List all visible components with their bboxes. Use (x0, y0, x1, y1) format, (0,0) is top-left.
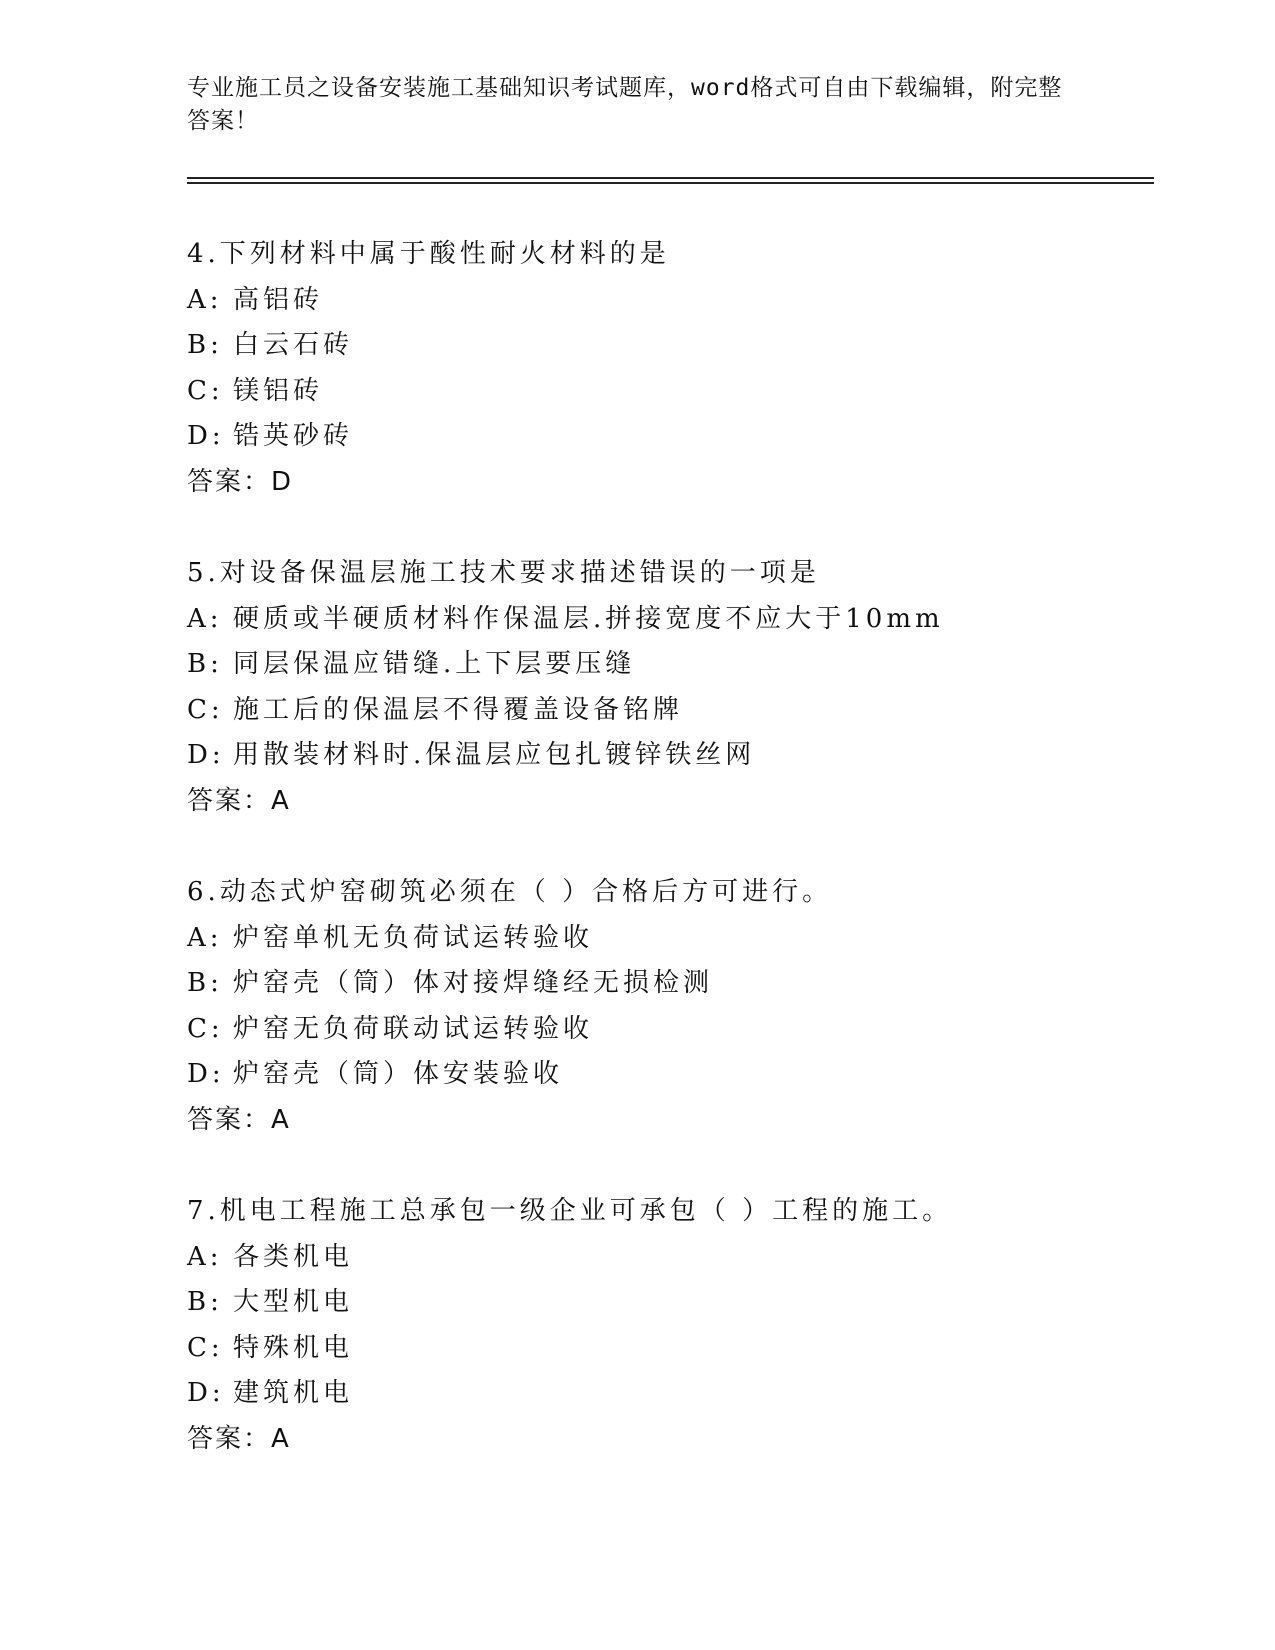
option-text: 高铝砖 (233, 284, 324, 315)
option-text: 镁铝砖 (233, 375, 324, 406)
option-c (187, 688, 1147, 734)
option-d (187, 1052, 1147, 1098)
option-letter: C: (187, 1332, 224, 1363)
option-text: 炉窑壳（筒）体安装验收 (233, 1059, 564, 1089)
option-text: 白云石砖 (233, 330, 354, 360)
option-d (187, 733, 1147, 779)
option-b (187, 642, 1147, 688)
option-a (187, 278, 1147, 324)
question-5 (187, 551, 1147, 870)
option-letter: D: (187, 1059, 225, 1089)
question-stem: 5.对设备保温层施工技术要求描述错误的一项是 (187, 558, 820, 588)
option-c (187, 1326, 1147, 1372)
option-letter: A: (187, 1241, 223, 1272)
option-text: 建筑机电 (233, 1378, 354, 1408)
option-c (187, 1007, 1147, 1053)
question-stem: 7.机电工程施工总承包一级企业可承包（ ）工程的施工。 (187, 1196, 953, 1226)
option-text: 锆英砂砖 (233, 421, 354, 451)
option-letter: B: (187, 330, 223, 360)
option-b (187, 961, 1147, 1007)
question-4 (187, 232, 1147, 551)
option-text: 各类机电 (233, 1241, 354, 1272)
answer-line: 答案：A (187, 785, 291, 816)
option-letter: B: (187, 968, 223, 998)
option-letter: D: (187, 740, 225, 770)
option-text: 大型机电 (233, 1287, 354, 1317)
option-letter: D: (187, 421, 225, 451)
option-b (187, 1280, 1147, 1326)
question-stem: 6.动态式炉窑砌筑必须在（ ）合格后方可进行。 (187, 877, 833, 907)
option-letter: C: (187, 1013, 224, 1044)
option-text: 用散装材料时.保温层应包扎镀锌铁丝网 (233, 740, 756, 770)
option-letter: D: (187, 1378, 225, 1408)
option-text: 炉窑壳（筒）体对接焊缝经无损检测 (233, 968, 714, 998)
option-b (187, 323, 1147, 369)
option-text: 施工后的保温层不得覆盖设备铭牌 (233, 694, 684, 725)
option-letter: C: (187, 375, 224, 406)
option-d (187, 1371, 1147, 1417)
header-divider-top (187, 177, 1154, 179)
answer-line: 答案：D (187, 466, 294, 497)
option-text: 同层保温应错缝.上下层要压缝 (233, 649, 636, 679)
option-d (187, 414, 1147, 460)
option-letter: B: (187, 1287, 223, 1317)
question-7 (187, 1189, 1147, 1508)
option-letter: A: (187, 284, 223, 315)
option-c (187, 369, 1147, 415)
answer-line: 答案：A (187, 1423, 291, 1454)
document-header: 专业施工员之设备安装施工基础知识考试题库，word格式可自由下载编辑，附完整答案！ (187, 75, 1063, 134)
option-a (187, 916, 1147, 962)
answer-line: 答案：A (187, 1104, 291, 1135)
option-text: 炉窑无负荷联动试运转验收 (233, 1013, 594, 1044)
question-stem: 4.下列材料中属于酸性耐火材料的是 (187, 239, 670, 269)
option-text: 炉窑单机无负荷试运转验收 (233, 922, 594, 953)
option-a (187, 1235, 1147, 1281)
header-divider-bottom (187, 182, 1154, 184)
option-letter: A: (187, 922, 223, 953)
option-text: 硬质或半硬质材料作保温层.拼接宽度不应大于10mm (233, 603, 944, 634)
option-text: 特殊机电 (233, 1332, 354, 1363)
option-letter: C: (187, 694, 224, 725)
question-list (187, 232, 1147, 1508)
option-a (187, 597, 1147, 643)
option-letter: B: (187, 649, 223, 679)
question-6 (187, 870, 1147, 1189)
option-letter: A: (187, 603, 223, 634)
